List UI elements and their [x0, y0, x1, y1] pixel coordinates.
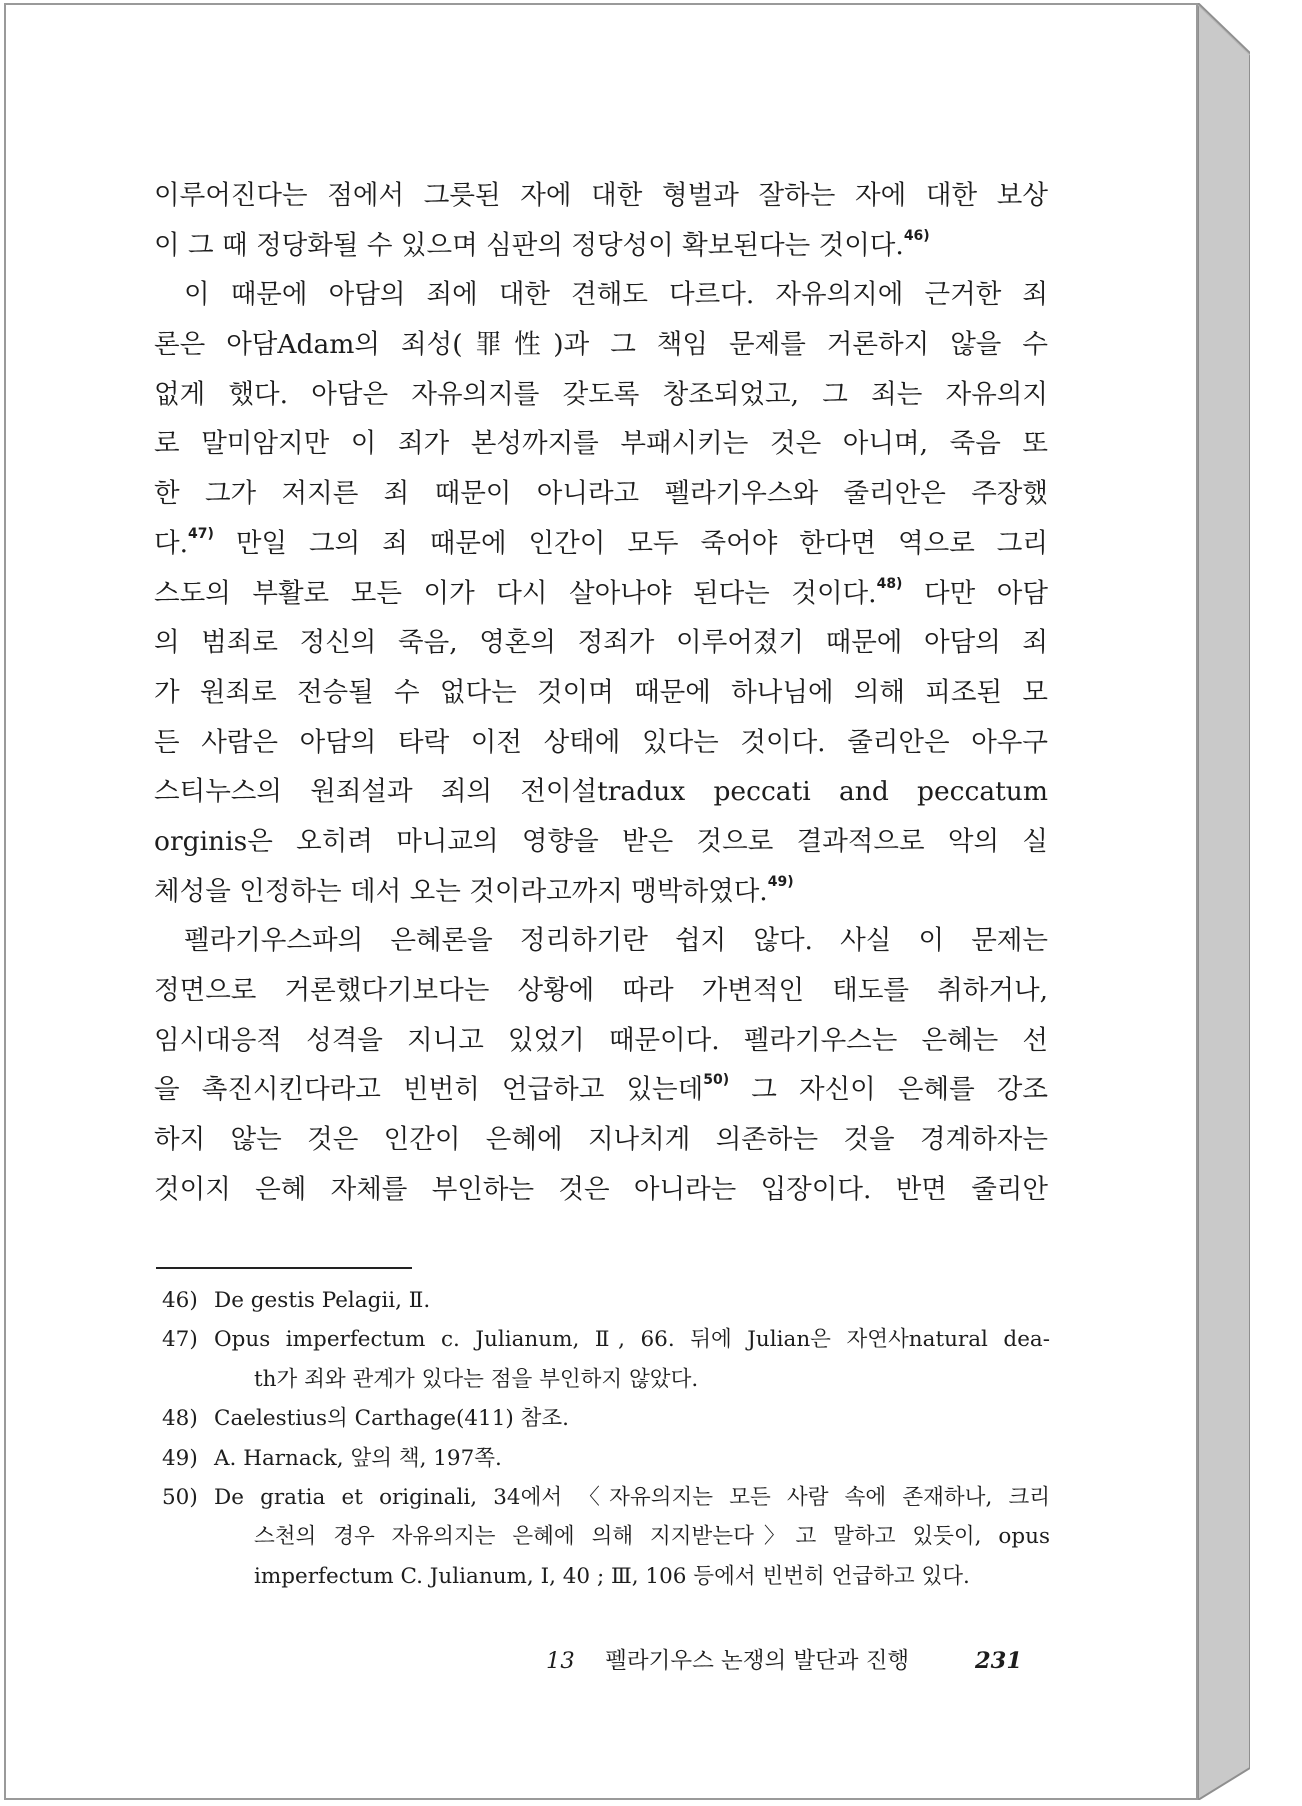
footnote-continuation: [162, 1360, 1050, 1399]
text-line: 로 말미암지만 이 죄가 본성까지를 부패시키는 것은 아니며, 죽음 또: [154, 428, 1048, 460]
footnote-ref[interactable]: 50): [703, 1072, 730, 1089]
footnote-continuation: [162, 1557, 1050, 1596]
book-page-edge: [1198, 3, 1250, 1800]
text-line: 론은 아담Adam의 죄성(罪性)과 그 책임 문제를 거론하지 않을 수: [154, 329, 1048, 361]
footnote-ref[interactable]: 49): [767, 873, 794, 890]
footnote-ref[interactable]: 46): [903, 227, 930, 244]
footnote: [162, 1281, 1050, 1320]
text-line: orginis은 오히려 마니교의 영향을 받은 것으로 결과적으로 악의 실: [154, 825, 1048, 857]
running-footer: [546, 1641, 1022, 1681]
text-line: 것이지 은혜 자체를 부인하는 것은 아니라는 입장이다. 반면 줄리안: [154, 1173, 1048, 1205]
footnote-text: imperfectum C. Julianum, Ⅰ, 40 ; Ⅲ, 106 등에서 빈번히 언급하고 있다.: [254, 1563, 970, 1589]
footnote-text: Caelestius의 Carthage(411) 참조.: [214, 1406, 569, 1432]
footnotes: [162, 1281, 1050, 1596]
footnote-number: 49): [162, 1445, 198, 1471]
footnote-ref[interactable]: 47): [188, 525, 214, 542]
footnote-text: A. Harnack, 앞의 책, 197쪽.: [214, 1445, 502, 1471]
footnote-text: 스천의 경우 자유의지는 은혜에 의해 지지받는다〉고 말하고 있듯이, opus: [254, 1524, 1050, 1550]
text-line: 펠라기우스파의 은혜론을 정리하기란 쉽지 않다. 사실 이 문제는: [184, 925, 1048, 957]
footnote-number: 50): [162, 1484, 198, 1510]
text-line: 스도의 부활로 모든 이가 다시 살아나야 된다는 것이다.$^{48)}$ 다만 아담: [154, 575, 1048, 609]
footnote-text: De gestis Pelagii, Ⅱ.: [214, 1288, 431, 1313]
body-text: [154, 171, 1048, 1214]
footnote-number: 48): [162, 1406, 198, 1432]
text-line: 이루어진다는 점에서 그릇된 자에 대한 형벌과 잘하는 자에 대한 보상: [154, 180, 1048, 211]
footnote: [162, 1320, 1050, 1359]
text-line: 다.$^{47)}$ 만일 그의 죄 때문에 인간이 모두 죽어야 한다면 역으로 그리: [154, 525, 1048, 559]
footnote-continuation: [162, 1517, 1050, 1556]
footnote-ref[interactable]: 48): [876, 575, 903, 592]
footnote-text: Opus imperfectum c. Julianum, Ⅱ, 66. 뒤에 Julian은 자연사natural dea-: [214, 1327, 1050, 1353]
running-title: 펠라기우스 논쟁의 발단과 진행: [605, 1648, 910, 1674]
footnote: [162, 1439, 1050, 1478]
text-line: 이 그 때 정당화될 수 있으며 심판의 정당성이 확보된다는 것이다.$^{46)}$: [154, 227, 930, 261]
text-line: 체성을 인정하는 데서 오는 것이라고까지 맹박하였다.$^{49)}$: [154, 873, 794, 907]
footnote-number: 47): [162, 1327, 198, 1353]
footnote: [162, 1399, 1050, 1438]
text-line: 가 원죄로 전승될 수 없다는 것이며 때문에 하나님에 의해 피조된 모: [154, 676, 1048, 708]
text-line: 이 때문에 아담의 죄에 대한 견해도 다르다. 자유의지에 근거한 죄: [184, 279, 1048, 311]
text-line: 하지 않는 것은 인간이 은혜에 지나치게 의존하는 것을 경계하자는: [154, 1124, 1048, 1156]
text-line: 든 사람은 아담의 타락 이전 상태에 있다는 것이다. 줄리안은 아우구: [154, 726, 1048, 758]
footnote: [162, 1478, 1050, 1517]
footnote-text: th가 죄와 관계가 있다는 점을 부인하지 않았다.: [254, 1366, 699, 1392]
text-line: 임시대응적 성격을 지니고 있었기 때문이다. 펠라기우스는 은혜는 선: [154, 1024, 1048, 1056]
text-line: 정면으로 거론했다기보다는 상황에 따라 가변적인 태도를 취하거나,: [154, 975, 1048, 1006]
footnote-divider: [156, 1267, 412, 1269]
text-line: 을 촉진시킨다라고 빈번히 언급하고 있는데$^{50)}$ 그 자신이 은혜를 강조: [154, 1072, 1048, 1106]
text-line: 없게 했다. 아담은 자유의지를 갖도록 창조되었고, 그 죄는 자유의지: [154, 378, 1048, 410]
page-number: 231: [975, 1648, 1022, 1674]
text-line: 한 그가 저지른 죄 때문이 아니라고 펠라기우스와 줄리안은 주장했: [154, 478, 1048, 510]
book-page: [4, 3, 1198, 1800]
chapter-number: 13: [546, 1648, 575, 1674]
footnote-text: De gratia et originali, 34에서 〈자유의지는 모든 사람 속에 존재하나, 크리: [214, 1484, 1050, 1510]
footnote-number: 46): [162, 1288, 198, 1313]
text-line: 스티누스의 원죄설과 죄의 전이설tradux peccati and peccatum: [154, 776, 1048, 808]
text-line: 의 범죄로 정신의 죽음, 영혼의 정죄가 이루어졌기 때문에 아담의 죄: [154, 627, 1048, 659]
